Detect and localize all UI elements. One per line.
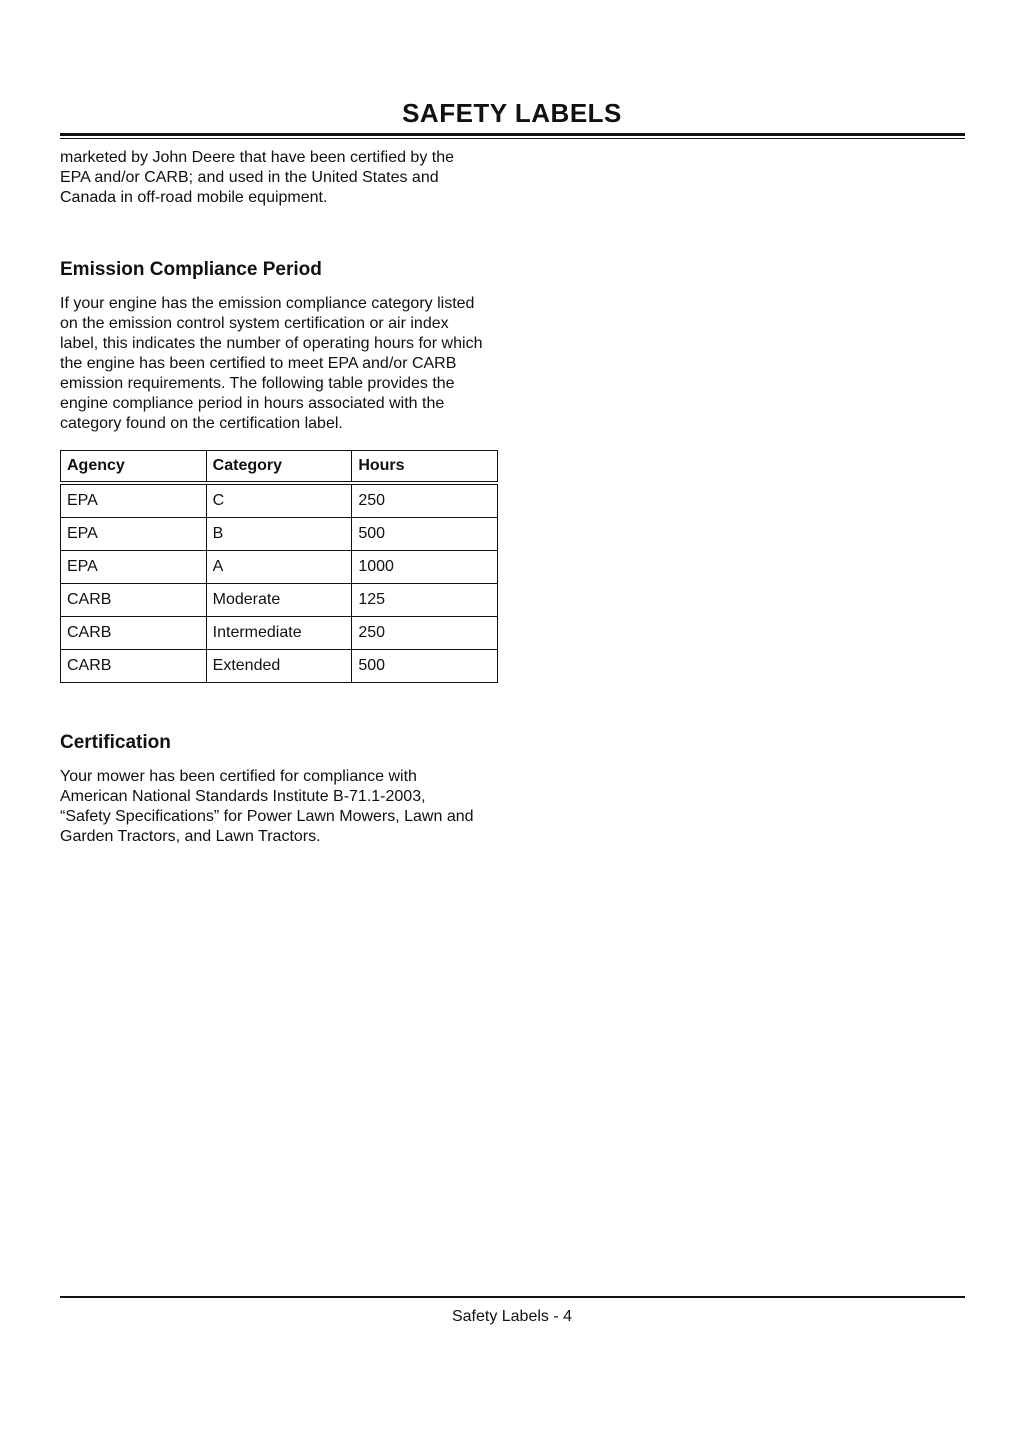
cell-hours: 500 xyxy=(352,650,498,683)
certification-line: Your mower has been certified for compliance with xyxy=(60,768,417,785)
cell-hours: 500 xyxy=(352,518,498,551)
table-row xyxy=(61,650,498,683)
cell-hours: 250 xyxy=(352,483,498,518)
emission-line: emission requirements. The following table provides the xyxy=(60,375,455,392)
table-header-row xyxy=(61,451,498,484)
certification-line: American National Standards Institute B-71.1-2003, xyxy=(60,788,426,805)
cell-hours: 1000 xyxy=(352,551,498,584)
cell-hours: 125 xyxy=(352,584,498,617)
cell-agency: CARB xyxy=(61,617,207,650)
emission-line: the engine has been certified to meet EPA and/or CARB xyxy=(60,355,457,372)
header-rule-thin xyxy=(60,138,965,139)
cell-agency: EPA xyxy=(61,518,207,551)
header-rule-thick xyxy=(60,133,965,136)
table-row xyxy=(61,483,498,518)
intro-paragraph xyxy=(60,148,500,208)
cell-agency: EPA xyxy=(61,551,207,584)
header-hours: Hours xyxy=(352,451,498,484)
header-agency: Agency xyxy=(61,451,207,484)
table-row xyxy=(61,551,498,584)
cell-hours: 250 xyxy=(352,617,498,650)
intro-line: EPA and/or CARB; and used in the United States and xyxy=(60,169,439,186)
emission-line: label, this indicates the number of operating hours for which xyxy=(60,335,483,352)
certification-paragraph xyxy=(60,767,500,847)
certification-line: “Safety Specifications” for Power Lawn Mowers, Lawn and xyxy=(60,808,474,825)
cell-category: Intermediate xyxy=(206,617,352,650)
emission-line: engine compliance period in hours associated with the xyxy=(60,395,445,412)
cell-agency: CARB xyxy=(61,650,207,683)
header-category: Category xyxy=(206,451,352,484)
cell-category: C xyxy=(206,483,352,518)
emission-line: on the emission control system certification or air index xyxy=(60,315,449,332)
compliance-table xyxy=(60,450,498,683)
page-footer: Safety Labels - 4 xyxy=(451,1308,573,1325)
cell-category: B xyxy=(206,518,352,551)
emission-line: If your engine has the emission compliance category listed xyxy=(60,295,475,312)
cell-category: A xyxy=(206,551,352,584)
page-title: SAFETY LABELS xyxy=(402,98,622,128)
intro-line: marketed by John Deere that have been certified by the xyxy=(60,149,455,166)
intro-line: Canada in off-road mobile equipment. xyxy=(60,189,328,206)
emission-line: category found on the certification label. xyxy=(60,415,343,432)
cell-category: Extended xyxy=(206,650,352,683)
emission-paragraph xyxy=(60,294,500,434)
emission-heading: Emission Compliance Period xyxy=(60,259,322,280)
certification-line: Garden Tractors, and Lawn Tractors. xyxy=(60,828,321,845)
table-row xyxy=(61,584,498,617)
table-row xyxy=(61,617,498,650)
cell-agency: CARB xyxy=(61,584,207,617)
table-row xyxy=(61,518,498,551)
cell-category: Moderate xyxy=(206,584,352,617)
footer-rule xyxy=(60,1296,965,1298)
certification-heading: Certification xyxy=(60,732,171,753)
cell-agency: EPA xyxy=(61,483,207,518)
